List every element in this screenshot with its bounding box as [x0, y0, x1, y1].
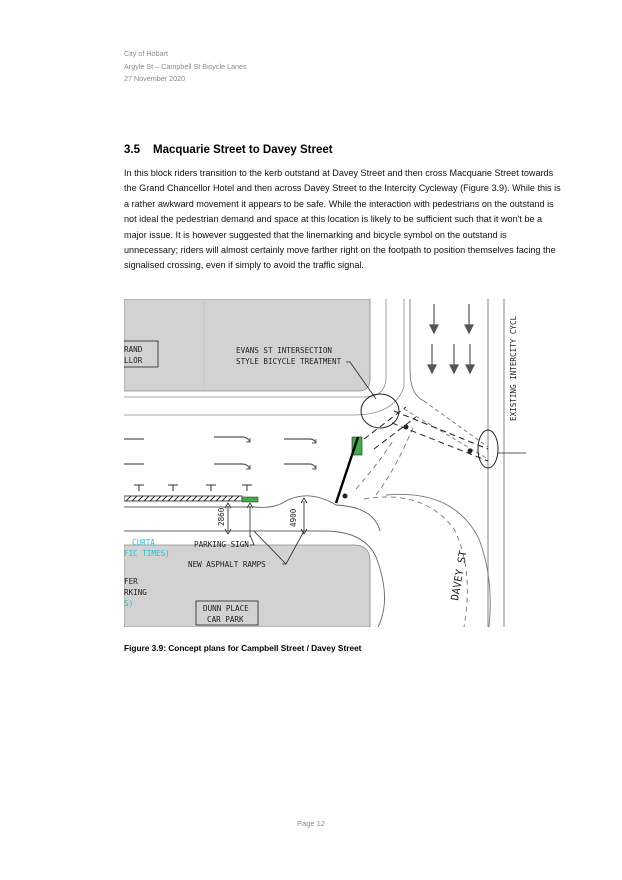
hatched-kerb	[124, 496, 258, 502]
figure-caption: Figure 3.9: Concept plans for Campbell Street / Davey Street	[124, 643, 362, 653]
svg-text:CAR PARK: CAR PARK	[207, 615, 244, 624]
section-number: 3.5	[124, 144, 140, 156]
cyan-label-line1: CURTA	[132, 538, 155, 547]
cyan-s-label: S)	[124, 599, 134, 608]
header-project: Argyle St – Campbell St Bicycle Lanes	[124, 61, 247, 71]
document-header	[124, 48, 247, 86]
body-paragraph: In this block riders transition to the kerb outstand at Davey Street and then cross Macquarie Street towards the Grand Chancellor Hotel and then across Davey Street to the Intercity Cycleway (Figure 3.9). While this is a rather awkward movement it appears to be safe. While the interaction with pedestrians on the outstand is not ideal the pedestrian demand and space at this location is likely to be sufficient such that it won't be a major issue. It is however suggested that the linemarking and bicycle symbol on the outstand is unnecessary; riders will almost certainly move farther right on the footpath to position themselves facing the signalised crossing, even if simply to avoid the traffic signal.	[124, 168, 561, 271]
dimension-4900: 4900	[289, 508, 298, 527]
page-number: Page 12	[297, 819, 325, 828]
existing-cycleway-label: EXISTING INTERCITY CYCL	[509, 315, 518, 421]
dimension-2860: 2860	[217, 507, 226, 526]
svg-text:EVANS ST INTERSECTION: EVANS ST INTERSECTION	[236, 346, 333, 355]
rking-label: RKING	[124, 588, 147, 597]
concept-plan-figure	[124, 299, 526, 627]
svg-text:DUNN PLACE: DUNN PLACE	[203, 604, 249, 613]
svg-text:STYLE BICYCLE TREATMENT: STYLE BICYCLE TREATMENT	[236, 357, 342, 366]
section-heading	[124, 144, 333, 156]
section-title: Macquarie Street to Davey Street	[153, 144, 333, 156]
header-org: City of Hobart	[124, 49, 168, 58]
svg-text:LLOR: LLOR	[124, 356, 143, 365]
svg-text:NEW ASPHALT RAMPS: NEW ASPHALT RAMPS	[188, 560, 266, 569]
header-date: 27 November 2020	[124, 74, 186, 83]
cyan-label-line2: FIC TIMES)	[124, 549, 170, 558]
davey-st-label: DAVEY ST	[449, 549, 470, 602]
fer-label: FER	[124, 577, 138, 586]
svg-text:PARKING SIGN: PARKING SIGN	[194, 540, 249, 549]
svg-text:RAND: RAND	[124, 345, 143, 354]
